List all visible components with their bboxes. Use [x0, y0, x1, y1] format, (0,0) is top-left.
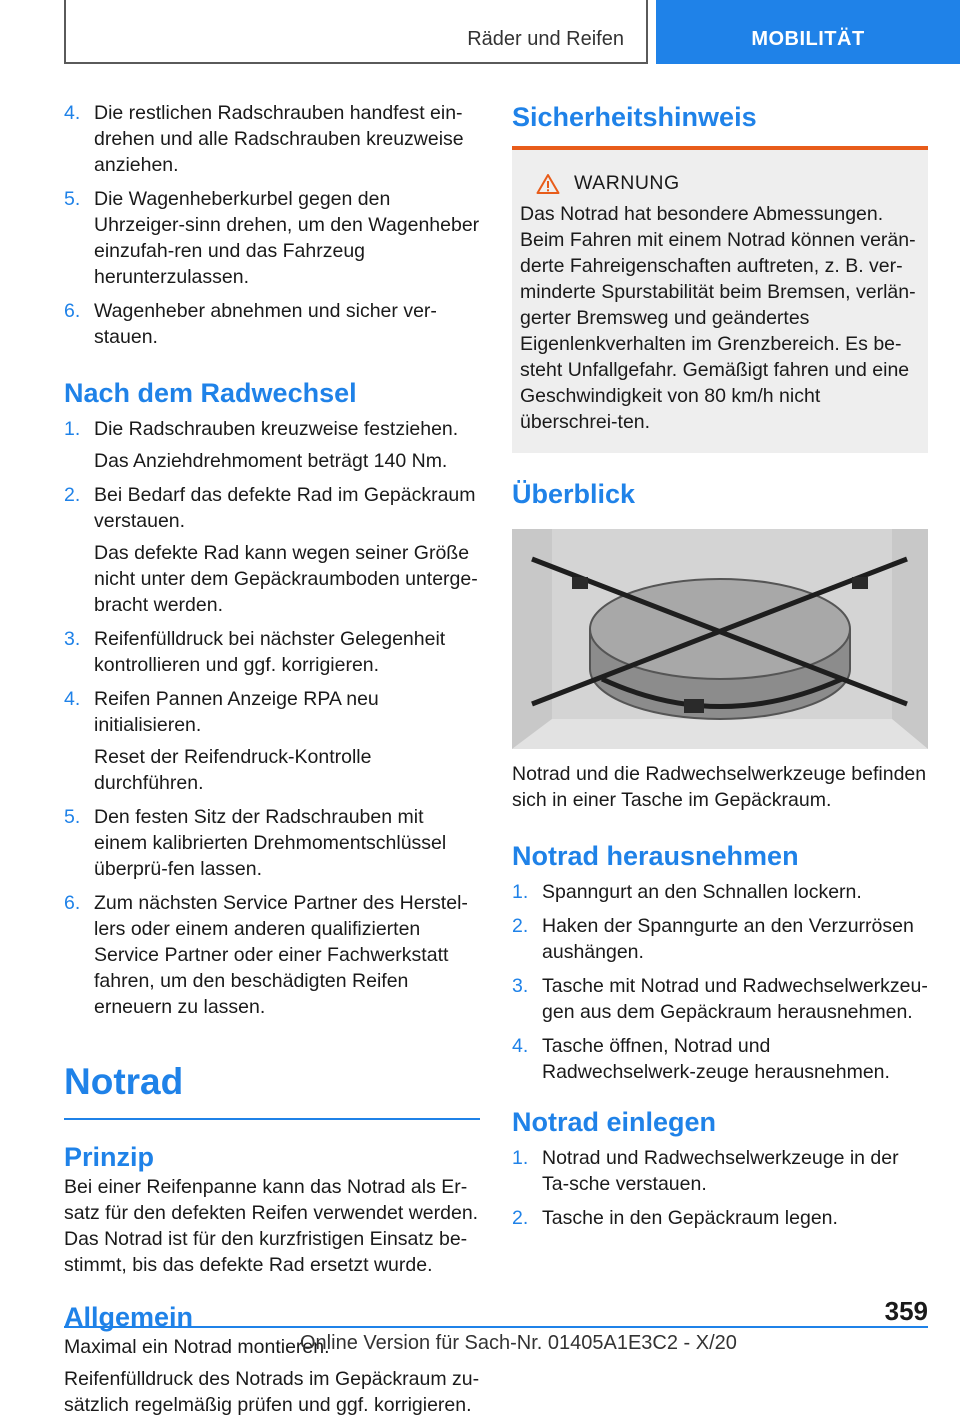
heading-after-change: Nach dem Radwechsel: [64, 378, 357, 408]
remove-steps-list: [512, 879, 928, 1085]
page-number: 359: [884, 1296, 928, 1326]
heading-insert: Notrad einlegen: [512, 1107, 717, 1137]
spare-wheel-illustration: [512, 529, 928, 749]
warning-triangle-icon: [536, 173, 560, 195]
heading-rule: [64, 1118, 480, 1120]
list-item: 4. Reifen Pannen Anzeige RPA neu initialisieren. Reset der Reifendruck-Kontrolle durchführen.: [64, 688, 379, 794]
list-item: 2. Tasche in den Gepäckraum legen.: [512, 1207, 838, 1229]
list-item: 3. Reifenfülldruck bei nächster Gelegenheit kontrollieren und ggf. korrigieren.: [64, 628, 446, 676]
heading-remove: Notrad herausnehmen: [512, 841, 799, 871]
page-header: [0, 0, 960, 66]
left-column: [64, 100, 480, 1418]
list-item: 1. Spanngurt an den Schnallen lockern.: [512, 881, 862, 903]
warning-text: Das Notrad hat besondere Abmessungen. Beim Fahren mit einem Notrad können verän-derte Fahreigenschaften auftreten, z. B. ver-minderte Spurstabilität beim Bremsen, verlän-gerter Bremsweg und geändertes Eigenlenkverhalten im Grenzbereich. Es be-steht Unfallgefahr. Gemäßigt fahren und eine Geschwindigkeit von 80 km/h nicht überschrei-ten.: [520, 203, 916, 433]
heading-prinzip: Prinzip: [64, 1142, 155, 1172]
warning-title: [520, 172, 920, 195]
list-item: 2. Bei Bedarf das defekte Rad im Gepäckraum verstauen. Das defekte Rad kann wegen seiner Größe nicht unter dem Gepäckraumboden unterge-bracht werden.: [64, 484, 478, 616]
list-item: 5. Den festen Sitz der Radschrauben mit einem kalibrierten Drehmomentschlüssel überprü-fen lassen.: [64, 806, 447, 880]
allgemein-text-2: Reifenfülldruck des Notrads im Gepäckraum zu-sätzlich regelmäßig prüfen und ggf. korrigieren.: [64, 1368, 480, 1416]
list-item: 4. Tasche öffnen, Notrad und Radwechselwerk-zeuge herausnehmen.: [512, 1035, 890, 1083]
allgemein-text-1: Maximal ein Notrad montieren.: [64, 1336, 330, 1358]
after-change-list: [64, 416, 480, 1020]
footer-rule: [64, 1326, 928, 1328]
footer-online-version: Online Version für Sach-Nr. 01405A1E3C2 - X/20: [300, 1332, 737, 1354]
list-item: 2. Haken der Spanngurte an den Verzurrösen aushängen.: [512, 915, 914, 963]
list-item: 4. Die restlichen Radschrauben handfest ein-drehen und alle Radschrauben kreuzweise anziehen.: [64, 102, 464, 176]
warning-box: [512, 146, 928, 453]
list-item: 5. Die Wagenheberkurbel gegen den Uhrzeiger-sinn drehen, um den Wagenheber einzufah-ren und das Fahrzeug herunterzulassen.: [64, 188, 480, 288]
chapter-tab: MOBILITÄT: [656, 0, 960, 64]
prinzip-text: Bei einer Reifenpanne kann das Notrad als Er-satz für den defekten Reifen verwendet werden. Das Notrad ist für den kurzfristigen Einsatz be-stimmt, bis das defekte Rad ersetzt wurde.: [64, 1176, 479, 1276]
heading-notrad: Notrad: [64, 1061, 184, 1102]
insert-steps-list: [512, 1145, 928, 1231]
heading-safety: Sicherheitshinweis: [512, 102, 757, 132]
heading-allgemein: Allgemein: [64, 1302, 194, 1332]
warning-label: WARNUNG: [574, 172, 680, 194]
section-title: Räder und Reifen: [467, 28, 624, 50]
list-item: 6. Wagenheber abnehmen und sicher ver-stauen.: [64, 300, 437, 348]
right-column: [512, 100, 928, 1239]
list-item: 1. Die Radschrauben kreuzweise festziehen. Das Anziehdrehmoment beträgt 140 Nm.: [64, 418, 459, 472]
list-item: 1. Notrad und Radwechselwerkzeuge in der Ta-sche verstauen.: [512, 1147, 899, 1195]
steps-top-list: [64, 100, 480, 350]
spare-wheel-drawing: [512, 529, 928, 749]
heading-overview: Überblick: [512, 479, 636, 509]
illustration-caption: Notrad und die Radwechselwerkzeuge befinden sich in einer Tasche im Gepäckraum.: [512, 763, 927, 811]
list-item: 3. Tasche mit Notrad und Radwechselwerkzeu-gen aus dem Gepäckraum herausnehmen.: [512, 975, 928, 1023]
list-item: 6. Zum nächsten Service Partner des Herstel-lers oder einem anderen qualifizierten Service Partner oder einer Fachwerkstatt fahren, um den beschädigten Reifen erneuern zu lassen.: [64, 892, 468, 1018]
